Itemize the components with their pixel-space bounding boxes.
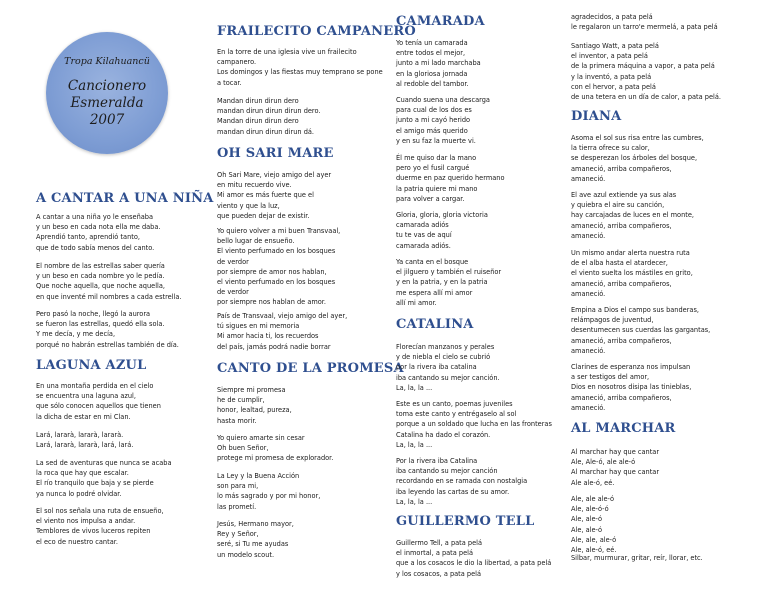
- lyric-line: Guillermo Tell, a pata pelá: [396, 539, 483, 547]
- lyric-line: El nombre de las estrellas saber quería: [36, 262, 165, 270]
- song-stanza: [36, 430, 133, 450]
- lyric-line: A cantar a una niña yo le enseñaba: [36, 213, 154, 221]
- lyric-line: iba cantando su mejor canción.: [396, 373, 500, 382]
- lyric-line: lo más sagrado y por mi honor,: [217, 492, 321, 501]
- lyric-line: bello lugar de ensueño.: [217, 237, 295, 246]
- lyric-line: el eco de nuestro cantar.: [36, 537, 118, 546]
- lyric-line: recordando en se ramada con nostalgia: [396, 477, 528, 486]
- lyric-line: el amigo más querido: [396, 126, 468, 135]
- lyric-line: Ya canta en el bosque: [396, 258, 469, 266]
- lyric-line: amaneció, arriba compañeros,: [571, 393, 672, 402]
- lyric-line: amaneció.: [571, 289, 606, 298]
- song-stanza: [36, 458, 171, 499]
- lyric-line: amaneció.: [571, 403, 606, 412]
- lyric-line: Ale, Ale-ó, ale ale-ó: [571, 458, 636, 467]
- song-stanza: [571, 447, 659, 488]
- lyric-line: junto a mi lado marchaba: [396, 59, 481, 68]
- song-stanza: [571, 248, 693, 299]
- lyric-line: Asoma el sol sus risa entre las cumbres,: [571, 134, 704, 142]
- lyric-line: por siempre nos hablan de amor.: [217, 298, 327, 307]
- lyric-line: Ale, ale ale-ó: [571, 495, 615, 503]
- lyric-line: en la gloriosa jornada: [396, 69, 468, 78]
- lyric-line: Al marchar hay que cantar: [571, 468, 660, 477]
- lyric-line: Yo tenía un camarada: [396, 39, 468, 47]
- lyric-line: el viento nos impulsa a andar.: [36, 517, 136, 526]
- lyric-line: se fueron las estrellas, quedó ella sola.: [36, 320, 165, 329]
- song-stanza: [571, 41, 721, 102]
- song-stanza: [571, 553, 703, 563]
- lyric-line: y en su faz la muerte vi.: [396, 136, 476, 145]
- lyric-line: tu te vas de aquí: [396, 231, 452, 240]
- lyric-line: al redoble del tambor.: [396, 79, 469, 88]
- song-stanza: [396, 342, 500, 393]
- song-stanza: [396, 257, 501, 308]
- lyric-line: Mandan dirun dirun dero: [217, 97, 299, 105]
- lyric-line: iba leyendo las cartas de su amor.: [396, 487, 510, 496]
- lyric-line: Catalina ha dado el corazón.: [396, 430, 491, 439]
- lyric-line: campanero.: [217, 58, 257, 67]
- song-stanza: [571, 133, 704, 184]
- lyric-line: de verdor: [217, 257, 249, 266]
- song-stanza: [36, 261, 182, 302]
- song-title: CAMARADA: [396, 14, 485, 29]
- lyric-line: Un mismo andar alerta nuestra ruta: [571, 249, 690, 257]
- lyric-line: por la rivera iba catalina: [396, 363, 477, 372]
- lyric-line: La Ley y la Buena Acción: [217, 472, 300, 480]
- lyric-line: un modelo scout.: [217, 550, 275, 559]
- lyric-line: a ser testigos del amor,: [571, 373, 650, 382]
- lyric-line: Florecían manzanos y perales: [396, 343, 495, 351]
- lyric-line: por siempre de amor nos hablan,: [217, 267, 327, 276]
- song-stanza: [36, 506, 164, 547]
- lyric-line: La, la, la ...: [396, 497, 433, 506]
- lyric-line: camarada adiós: [396, 221, 449, 230]
- lyric-line: de una tetera en un día de calor, a pata pelá.: [571, 93, 721, 102]
- song-stanza: [571, 305, 710, 356]
- lyric-line: Dios en nosotros disipa las tinieblas,: [571, 383, 692, 392]
- lyric-line: son para mi,: [217, 482, 259, 491]
- lyric-line: allí mi amor.: [396, 298, 437, 307]
- song-stanza: [571, 494, 616, 555]
- lyric-line: con el hervor, a pata pelá: [571, 82, 656, 91]
- lyric-line: relámpagos de juventud,: [571, 316, 654, 325]
- lyric-line: el jilguero y también el ruiseñor: [396, 268, 502, 277]
- lyric-line: Jesús, Hermano mayor,: [217, 520, 294, 528]
- lyric-line: en mitu recuerdo vive.: [217, 181, 292, 190]
- lyric-line: Los domingos y las fiestas muy temprano se pone: [217, 68, 383, 77]
- lyric-line: mandan dirun dirun dirun dero.: [217, 107, 321, 116]
- lyric-line: Clarines de esperanza nos impulsan: [571, 363, 691, 371]
- song-stanza: [36, 212, 161, 253]
- lyric-line: Ale, ale, ale-ó: [571, 535, 617, 544]
- lyric-line: honor, lealtad, pureza,: [217, 406, 292, 415]
- lyric-line: Que noche aquella, que noche aquella,: [36, 282, 165, 291]
- song-stanza: [36, 381, 161, 422]
- lyric-line: amaneció.: [571, 231, 606, 240]
- song-stanza: [396, 399, 552, 450]
- lyric-line: El sol nos señala una ruta de ensueño,: [36, 507, 164, 515]
- song-stanza: [36, 309, 179, 350]
- song-title: CANTO DE LA PROMESA: [217, 361, 404, 376]
- song-title: LAGUNA AZUL: [36, 358, 147, 373]
- song-stanza: [217, 311, 347, 352]
- lyric-line: duerme en paz querido hermano: [396, 174, 505, 183]
- lyric-line: hay carcajadas de luces en el monte,: [571, 211, 694, 220]
- lyric-line: pero yo el fusil cargué: [396, 164, 470, 173]
- lyric-line: la roca que hay que escalar.: [36, 469, 129, 478]
- cover-title-line2: Esmeralda: [70, 95, 144, 111]
- cover-title-line1: Cancionero: [67, 78, 147, 94]
- song-stanza: [571, 190, 694, 241]
- lyric-line: y un beso en cada nombre yo le pedía.: [36, 272, 165, 281]
- song-stanza: [217, 226, 340, 308]
- lyric-line: Siempre mi promesa: [217, 386, 286, 394]
- lyric-line: La, la, la ...: [396, 440, 433, 449]
- lyric-line: la dicha de estar en mi Clan.: [36, 412, 131, 421]
- lyric-line: el viento suelta los mástiles en grito,: [571, 269, 693, 278]
- lyric-line: En la torre de una iglesia vive un frailecito: [217, 48, 357, 56]
- lyric-line: Por la rivera iba Catalina: [396, 457, 478, 465]
- song-title: GUILLERMO TELL: [396, 514, 535, 529]
- lyric-line: Pero pasó la noche, llegó la aurora: [36, 310, 151, 318]
- lyric-line: entre todos el mejor,: [396, 49, 466, 58]
- lyric-line: El viento perfumado en los bosques: [217, 247, 336, 256]
- lyric-line: se encuentra una laguna azul,: [36, 392, 136, 401]
- lyric-line: El río tranquilo que baja y se pierde: [36, 479, 154, 488]
- lyric-line: el inventor, a pata pelá: [571, 52, 648, 61]
- lyric-line: que de todo sabía menos del canto.: [36, 243, 155, 252]
- lyric-line: junto a mi cayó herido: [396, 116, 471, 125]
- song-stanza: [217, 170, 331, 221]
- lyric-line: el viento perfumado en los bosques: [217, 278, 336, 287]
- lyric-line: amaneció.: [571, 174, 606, 183]
- lyric-line: para volver a cargar.: [396, 194, 465, 203]
- song-stanza: [396, 210, 488, 251]
- song-title: CATALINA: [396, 317, 474, 332]
- lyric-line: El ave azul extiende ya sus alas: [571, 191, 677, 199]
- lyric-line: el inmortal, a pata pelá: [396, 549, 474, 558]
- lyric-line: se desperezan los árboles del bosque,: [571, 154, 698, 163]
- lyric-line: Yo quiero volver a mi buen Transvaal,: [217, 227, 341, 235]
- lyric-line: Santiago Watt, a pata pelá: [571, 42, 659, 50]
- lyric-line: amaneció, arriba compañeros,: [571, 221, 672, 230]
- lyric-line: Oh Sari Mare, viejo amigo del ayer: [217, 171, 332, 179]
- song-title: DIANA: [571, 109, 622, 124]
- lyric-line: porque a un soldado que lucha en las fronteras: [396, 420, 552, 429]
- lyric-line: la tierra ofrece su calor,: [571, 144, 650, 153]
- lyric-line: viento y que la luz,: [217, 201, 280, 210]
- lyric-line: y de niebla el cielo se cubrió: [396, 353, 491, 362]
- lyric-line: y los cosacos, a pata pelá: [396, 569, 482, 578]
- lyric-line: Ale, ale-ó, eé.: [571, 546, 617, 555]
- lyric-line: camarada adiós.: [396, 241, 451, 250]
- lyric-line: para cual de los dos es: [396, 106, 472, 115]
- song-stanza: [571, 12, 718, 32]
- lyric-line: Mi amor es más fuerte que el: [217, 191, 314, 200]
- song-stanza: [396, 456, 527, 507]
- lyric-line: de verdor: [217, 288, 249, 297]
- lyric-line: agradecidos, a pata pelá: [571, 13, 653, 21]
- lyric-line: las prometí.: [217, 502, 257, 511]
- cover-year: 2007: [89, 112, 125, 128]
- lyric-line: hasta morir.: [217, 416, 257, 425]
- song-stanza: [217, 471, 320, 512]
- lyric-line: Y me decía, y me decía,: [36, 330, 116, 339]
- lyric-line: me espera allí mi amor: [396, 288, 473, 297]
- lyric-line: de la primera máquina a vapor, a pata pelá: [571, 62, 715, 71]
- lyric-line: tú sigues en mi memoria: [217, 322, 300, 331]
- song-stanza: [217, 385, 292, 426]
- lyric-line: y la inventó, a pata pelá: [571, 72, 652, 81]
- lyric-line: Mi amor hacia ti, los recuerdos: [217, 332, 319, 341]
- lyric-line: le regalaron un tarro'e mermelá, a pata pelá: [571, 23, 718, 32]
- song-stanza: [217, 47, 383, 88]
- lyric-line: del país, jamás podrá nadie borrar: [217, 342, 331, 351]
- lyric-line: mandan dirun dirun dirun dá.: [217, 127, 315, 136]
- lyric-line: porqué no habrán estrellas también de día.: [36, 340, 179, 349]
- lyric-line: amaneció, arriba compañeros,: [571, 164, 672, 173]
- lyric-line: Rey y Señor,: [217, 530, 259, 539]
- lyric-line: toma este canto y entrégaselo al sol: [396, 410, 517, 419]
- lyric-line: y quiebra el aire su canción,: [571, 201, 665, 210]
- lyric-line: iba cantando su mejor canción: [396, 467, 498, 476]
- lyric-line: En una montaña perdida en el cielo: [36, 382, 154, 390]
- lyric-line: Lará, lararà, lararà, lararà.: [36, 431, 124, 439]
- lyric-line: seré, si Tu me ayudas: [217, 540, 289, 549]
- lyric-line: País de Transvaal, viejo amigo del ayer,: [217, 312, 348, 320]
- lyric-line: Cuando suena una descarga: [396, 96, 490, 104]
- lyric-line: La, la, la ...: [396, 383, 433, 392]
- cover-group: Tropa Kilahuancü: [64, 56, 150, 67]
- lyric-line: Él me quiso dar la mano: [396, 154, 477, 162]
- lyric-line: de el alba hasta el atardecer,: [571, 259, 668, 268]
- lyric-line: Mandan dirun dirun dero: [217, 117, 299, 126]
- lyric-line: Aprendió tanto, aprendió tanto,: [36, 233, 140, 242]
- lyric-line: Temblores de vivos luceros repiten: [36, 527, 151, 536]
- lyric-line: Al marchar hay que cantar: [571, 448, 660, 456]
- lyric-line: desentumecen sus cuerdas las gargantas,: [571, 326, 711, 335]
- lyric-line: Este es un canto, poemas juveniles: [396, 400, 513, 408]
- song-stanza: [396, 153, 505, 204]
- song-stanza: [217, 433, 333, 464]
- song-title: A CANTAR A UNA NIÑA: [36, 191, 214, 206]
- lyric-line: y en la patria, y en la patria: [396, 278, 488, 287]
- lyric-line: Silbar, murmurar, gritar, reír, llorar, etc.: [571, 554, 703, 562]
- lyric-line: Yo quiero amarte sin cesar: [217, 434, 305, 442]
- lyric-line: a tocar.: [217, 78, 242, 87]
- lyric-line: amaneció.: [571, 346, 606, 355]
- lyric-line: Ale, ale-ó: [571, 525, 603, 534]
- song-stanza: [217, 96, 321, 137]
- song-title: OH SARI MARE: [217, 146, 334, 161]
- lyric-line: protege mi promesa de explorador.: [217, 454, 334, 463]
- lyric-line: Oh buen Señor,: [217, 444, 269, 453]
- lyric-line: amaneció, arriba compañeros,: [571, 336, 672, 345]
- lyric-line: Ale, ale-ó: [571, 515, 603, 524]
- lyric-line: que pueden dejar de existir.: [217, 211, 310, 220]
- song-stanza: [217, 519, 294, 560]
- song-title: AL MARCHAR: [571, 421, 676, 436]
- lyric-line: he de cumplir,: [217, 396, 265, 405]
- song-stanza: [571, 362, 691, 413]
- song-stanza: [396, 38, 481, 89]
- lyric-line: Lará, lararà, lararà, lará, lará.: [36, 441, 134, 450]
- lyric-line: la patria quiere mi mano: [396, 184, 478, 193]
- song-stanza: [396, 95, 490, 146]
- lyric-line: en que inventé mil nombres a cada estrella.: [36, 292, 182, 301]
- lyric-line: ya nunca lo podré olvidar.: [36, 489, 122, 498]
- cover-oval: [46, 32, 168, 154]
- lyric-line: Gloria, gloria, gloria victoria: [396, 211, 488, 219]
- lyric-line: Ale, ale-ó-ó: [571, 505, 609, 514]
- lyric-line: que sólo conocen aquellos que tienen: [36, 402, 161, 411]
- song-stanza: [396, 538, 551, 579]
- lyric-line: y un beso en cada nota ella me daba.: [36, 223, 161, 232]
- song-title: FRAILECITO CAMPANERO: [217, 24, 416, 39]
- lyric-line: que a los cosacos le dio la libertad, a pata pelá: [396, 559, 552, 568]
- lyric-line: amaneció, arriba compañeros,: [571, 279, 672, 288]
- lyric-line: Ale ale-ó, eé.: [571, 478, 615, 487]
- lyric-line: La sed de aventuras que nunca se acaba: [36, 459, 172, 467]
- lyric-line: Empina a Dios el campo sus banderas,: [571, 306, 699, 314]
